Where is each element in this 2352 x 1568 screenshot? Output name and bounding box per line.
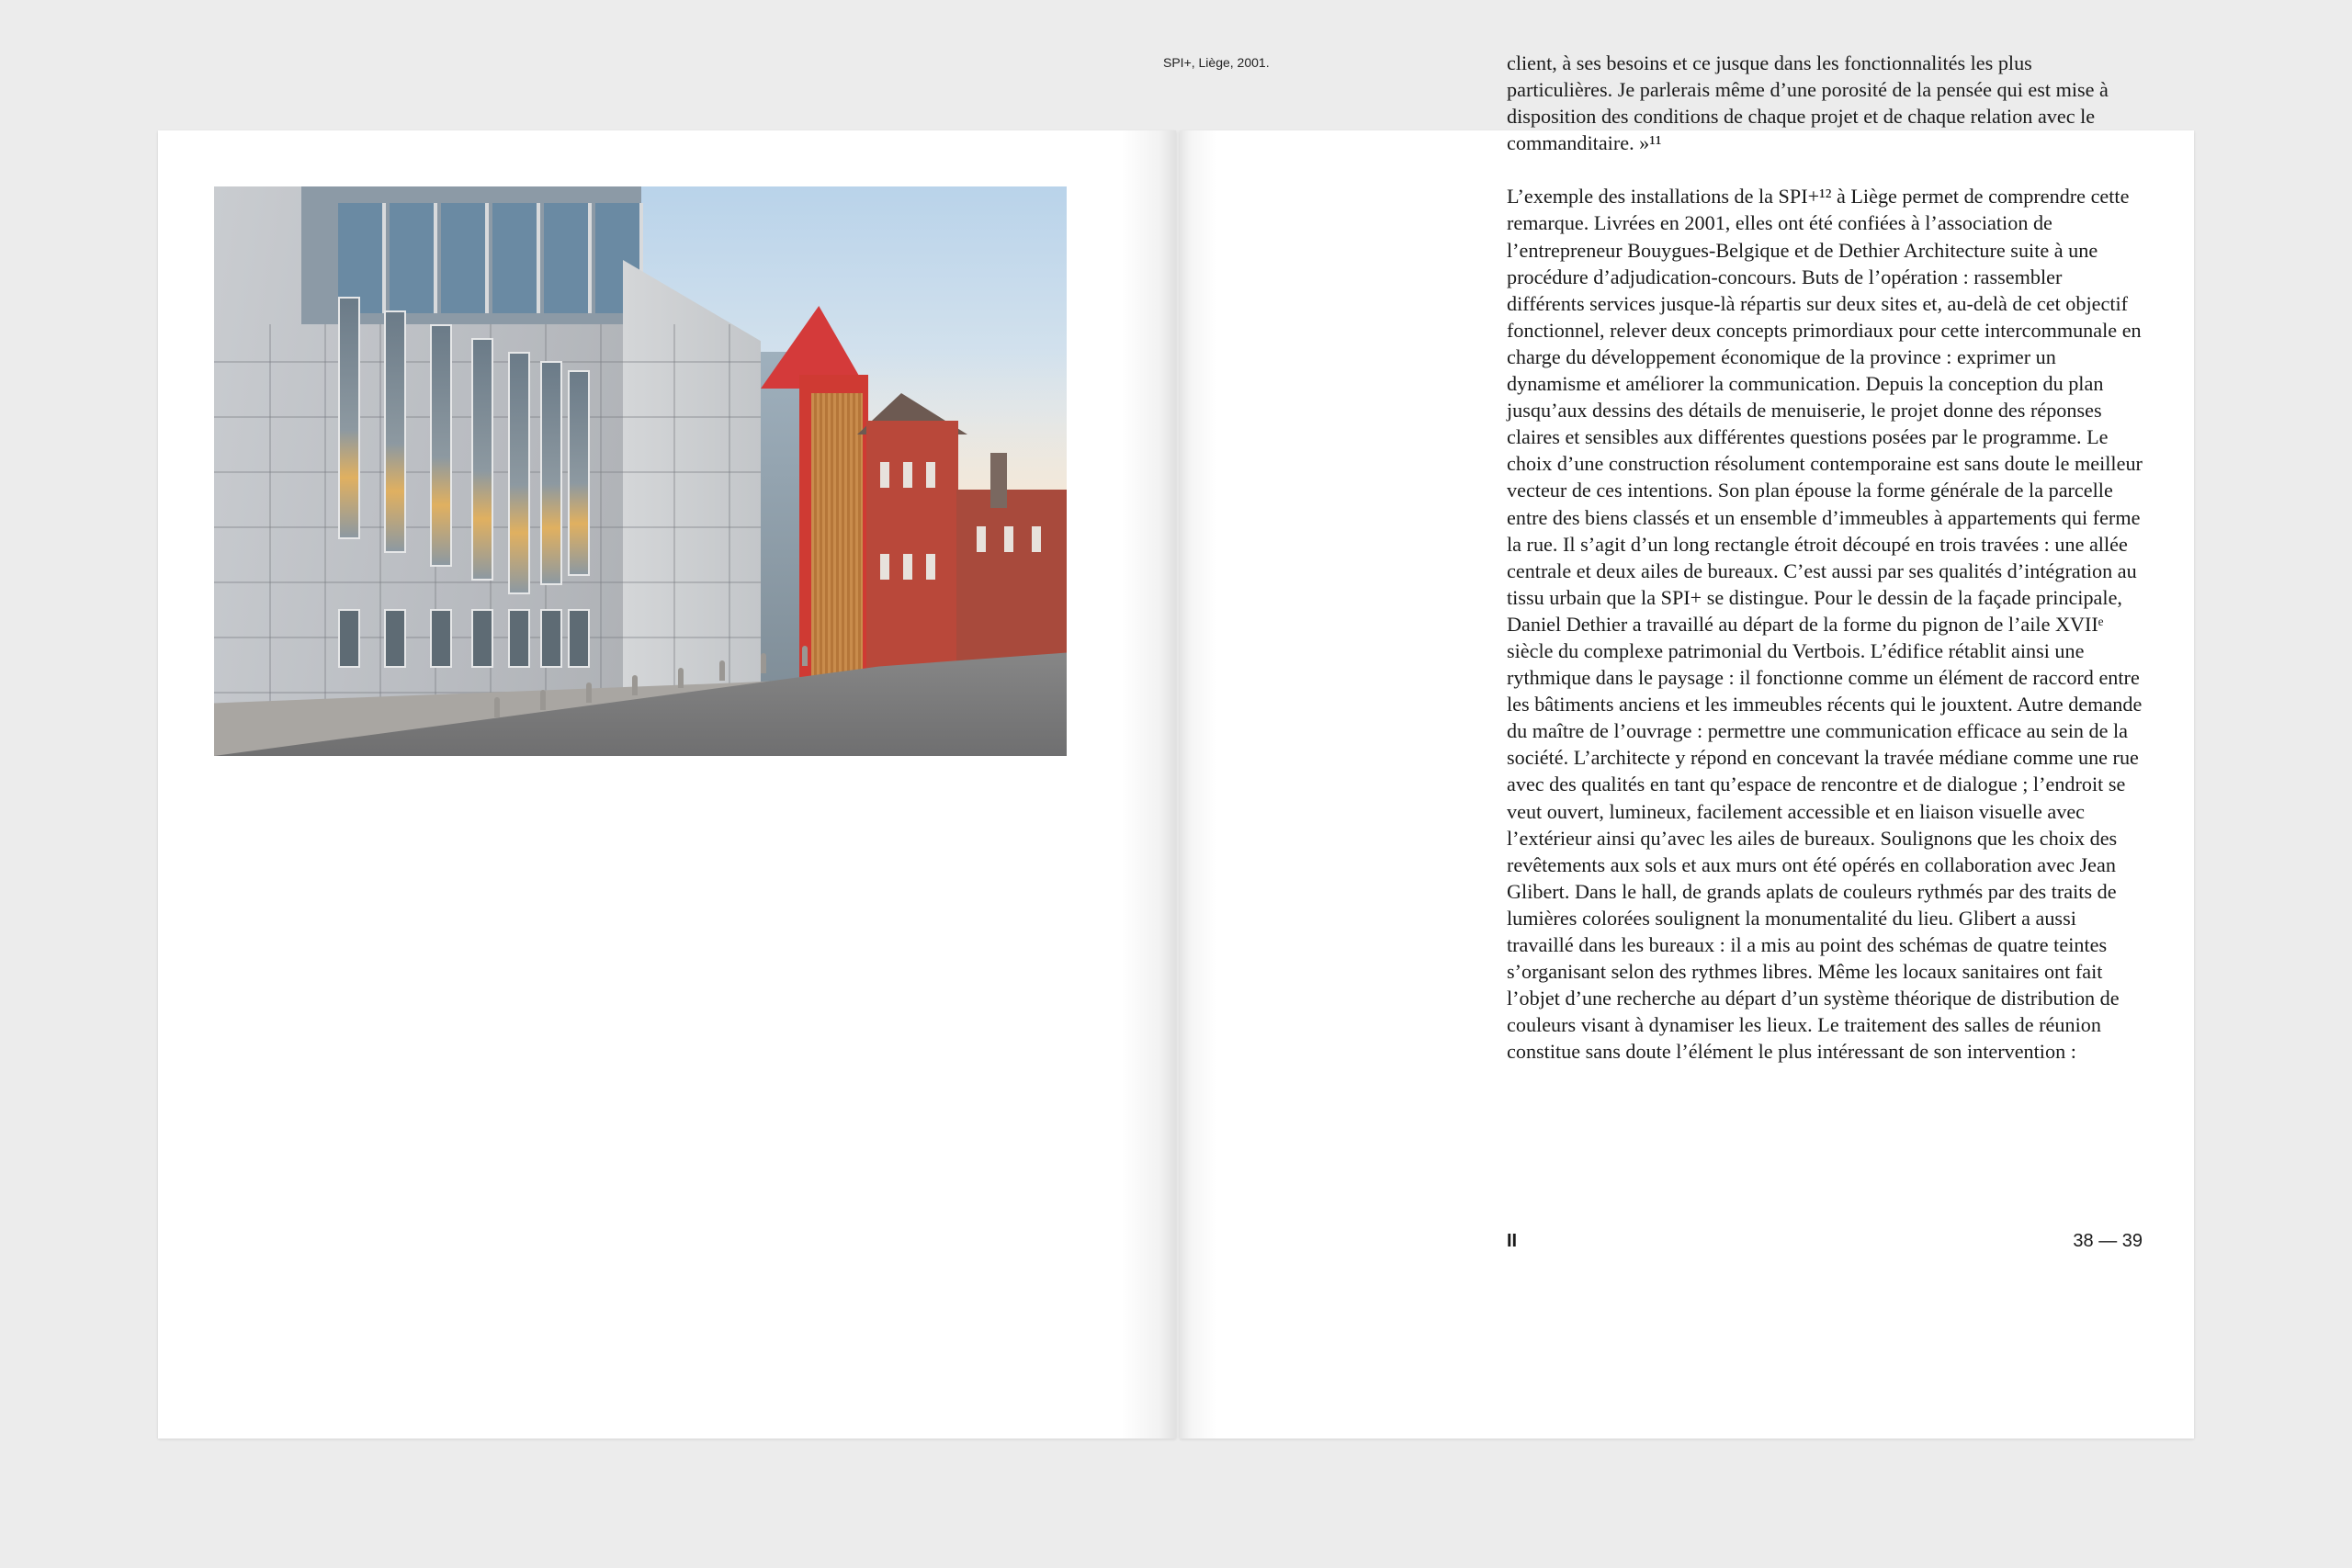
page-numbers: 38 — 39 — [2073, 1231, 2143, 1251]
building-photo — [214, 186, 1067, 756]
left-page — [158, 130, 1176, 1438]
gutter-shadow — [1121, 130, 1176, 1438]
gutter-shadow — [1180, 130, 1216, 1438]
photo-caption: SPI+, Liège, 2001. — [1163, 55, 1270, 70]
paragraph-2: L’exemple des installations de la SPI+¹² à Liège permet de comprendre cette remarque. Livrées en 2001, elles ont été confiées à l’association de l’entrepreneur Bouygues-Belgique et de Dethier Architecture suite à une procédure d’adjudication-concours. Buts de l’opération : rassembler différents services jusque-là répartis sur deux sites et, au-delà de cet objectif fonctionnel, relever deux concepts primordiaux pour cette intercommunale en charge du développement économique de la province : exprimer un dynamisme et améliorer la communication. Depuis la conception du plan jusqu’aux dessins des détails de menuiserie, le projet donne des réponses claires et sensibles aux différentes questions posées par le programme. Le choix d’une construction résolument contemporaine est sans doute le meilleur vecteur de ces intentions. Son plan épouse la forme générale de la parcelle entre des biens classés et un ensemble d’immeubles à appartements qui ferme la rue. Il s’agit d’un long rectangle étroit découpé en trois travées : une allée centrale et deux ailes de bureaux. C’est aussi par ses qualités d’intégration au tissu urbain que la SPI+ se distingue. Pour le dessin de la façade principale, Daniel Dethier a travaillé au départ de la forme du pignon de l’aile XVIIᵉ siècle du complexe patrimonial du Vertbois. L’édifice rétablit ainsi une rythmique dans le paysage : il fonctionne comme un élément de raccord entre les bâtiments anciens et les immeubles récents qui le jouxtent. Autre demande du maître de l’ouvrage : permettre une communication efficace au sein de la société. L’architecte y répond en concevant la travée médiane comme une rue avec des qualités en tant qu’espace de rencontre et de dialogue ; l’endroit se veut ouvert, lumineux, facilement accessible et en liaison visuelle avec l’extérieur ainsi qu’avec les ailes de bureaux. Soulignons que les choix des revêtements aux sols et aux murs ont été opérés en collaboration avec Jean Glibert. Dans le hall, de grands aplats de couleurs rythmés par des traits de lumières colorées soulignent la monumentalité du lieu. Glibert a aussi travaillé dans les bureaux : il a mis au point des schémas de quatre teintes s’organisant selon des rythmes libres. Même les locaux sanitaires ont fait l’objet d’une recherche au départ d’un système théorique de distribution de couleurs visant à dynamiser les lieux. Le traitement des salles de réunion constitue sans doute l’élément le plus intéressant de son intervention : — [1507, 185, 2143, 1064]
section-number: II — [1507, 1231, 1518, 1251]
body-text — [1507, 50, 2143, 1065]
paragraph-1: client, à ses besoins et ce jusque dans les fonctionnalités les plus particulières. Je parlerais même d’une porosité de la pensée qui est mise à disposition des conditions de chaque projet et de chaque relation avec le commanditaire. »¹¹ — [1507, 51, 2109, 155]
